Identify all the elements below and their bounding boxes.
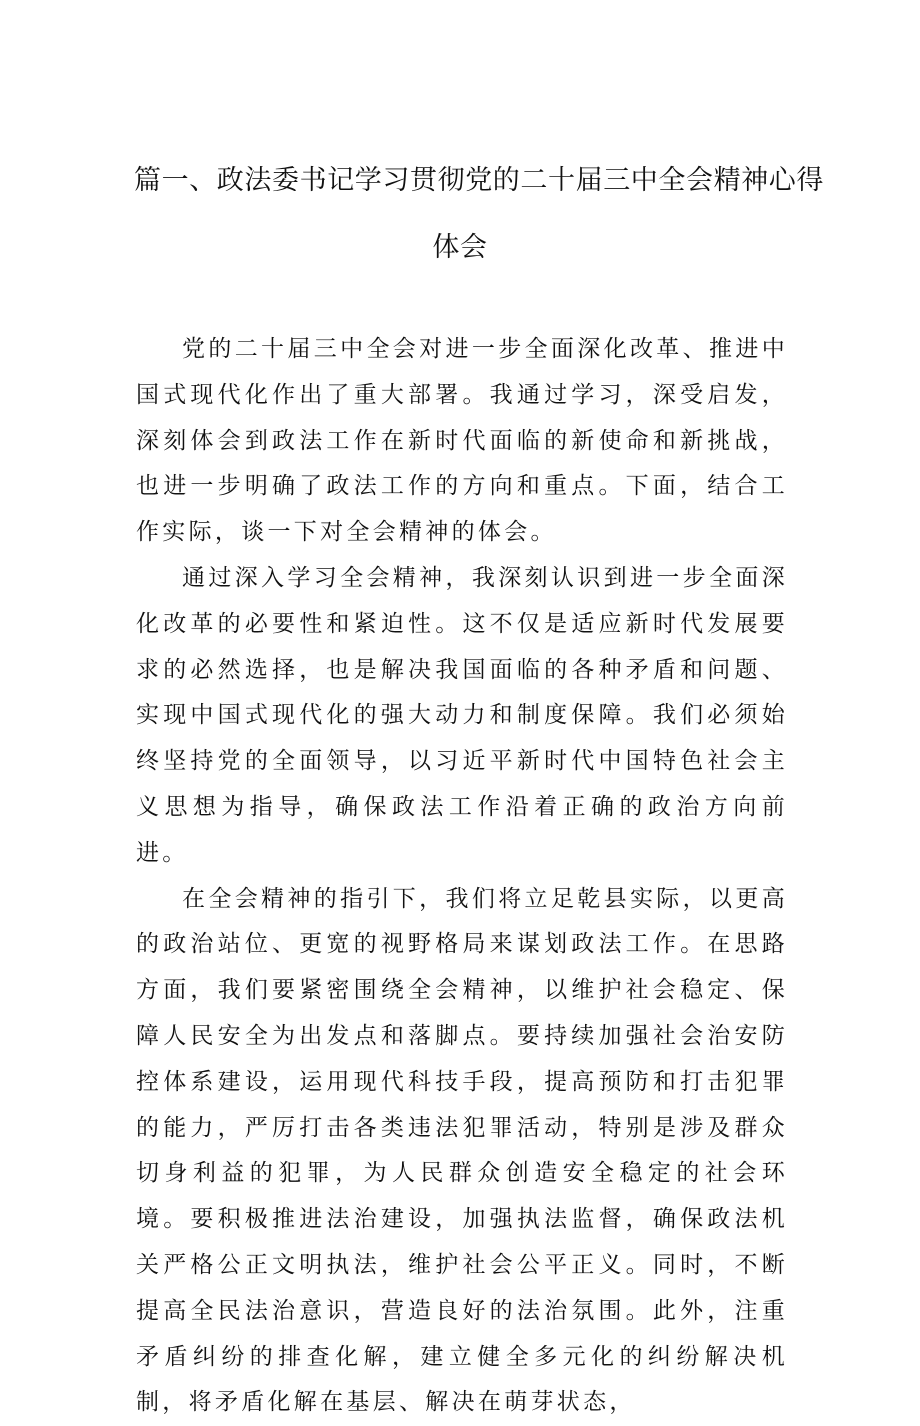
paragraph-2: 通过深入学习全会精神，我深刻认识到进一步全面深化改革的必要性和紧迫性。这不仅是适应新时代发展要求的必然选择，也是解决我国面临的各种矛盾和问题、实现中国式现代化的强大动力和制度保障。我们必须始终坚持党的全面领导，以习近平新时代中国特色社会主义思想为指导，确保政法工作沿着正确的政治方向前进。 xyxy=(136,564,788,866)
document-title-line-2: 体会 xyxy=(432,232,488,263)
document-title-line-1: 篇一、政法委书记学习贯彻党的二十届三中全会精神心得 xyxy=(134,165,824,196)
paragraph-3: 在全会精神的指引下，我们将立足乾县实际，以更高的政治站位、更宽的视野格局来谋划政法工作。在思路方面，我们要紧密围绕全会精神，以维护社会稳定、保障人民安全为出发点和落脚点。要持续加强社会治安防控体系建设，运用现代科技手段，提高预防和打击犯罪的能力，严厉打击各类违法犯罪活动，特别是涉及群众切身利益的犯罪，为人民群众创造安全稳定的社会环境。要积极推进法治建设，加强执法监督，确保政法机关严格公正文明执法，维护社会公平正义。同时，不断提高全民法治意识，营造良好的法治氛围。此外，注重矛盾纠纷的排查化解，建立健全多元化的纠纷解决机制，将矛盾化解在基层、解决在萌芽状态， xyxy=(136,885,788,1416)
paragraph-1: 党的二十届三中全会对进一步全面深化改革、推进中国式现代化作出了重大部署。我通过学习，深受启发，深刻体会到政法工作在新时代面临的新使命和新挑战，也进一步明确了政法工作的方向和重点。下面，结合工作实际，谈一下对全会精神的体会。 xyxy=(136,336,788,546)
document-body xyxy=(136,327,788,1426)
